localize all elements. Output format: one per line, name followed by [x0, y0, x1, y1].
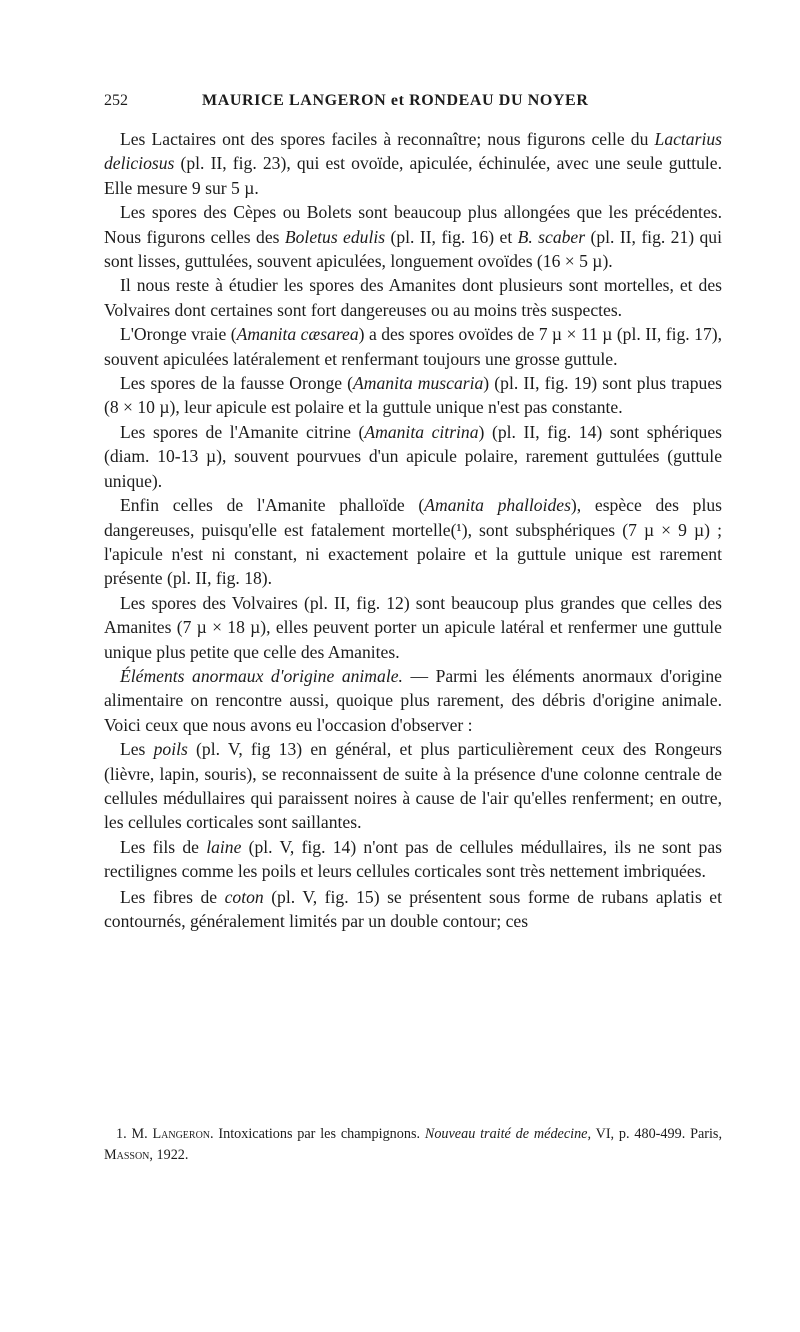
running-title: MAURICE LANGERON et RONDEAU DU NOYER	[202, 92, 589, 109]
term: laine	[206, 836, 242, 857]
term: coton	[224, 886, 264, 907]
term: poils	[153, 739, 188, 760]
text-run: Il nous reste à étudier les spores des Amanites dont plusieurs sont mortelles, et des Volvaires dont certaines sont fort dangereuses ou au moins très suspectes.	[104, 275, 722, 320]
species-name: Boletus edulis	[284, 226, 386, 247]
text-run: Les fils de	[120, 836, 207, 857]
text-run: ) (pl. II, fig. 19) sont plus trapues (8 × 10 µ), leur apicule est polaire et la guttule unique n'est pas constante.	[104, 373, 722, 418]
text-run: (pl. II, fig. 16) et	[385, 226, 518, 247]
species-name: Amanita phalloides	[424, 495, 571, 516]
text-run: Enfin celles de l'Amanite phalloïde (	[120, 495, 425, 516]
species-name: B. scaber	[517, 226, 586, 247]
text-run: — Parmi les éléments anormaux d'origine alimentaire on rencontre aussi, quoique plus rarement, des débris d'origine animale. Voici ceux que nous avons eu l'occasion d'observer :	[104, 665, 722, 735]
footnote-marker: 1.	[116, 1126, 127, 1142]
paragraph-amanite-citrine	[104, 420, 722, 493]
text-run: (pl. II, fig. 21) qui sont lisses, guttulées, souvent apiculées, longuement ovoïdes (16 × 5 µ).	[104, 226, 722, 272]
text-run: Les spores de l'Amanite citrine (	[120, 421, 365, 442]
paragraph-laine	[104, 835, 722, 884]
paragraph-coton	[104, 885, 722, 934]
text-run: (pl. II, fig. 23), qui est ovoïde, apiculée, échinulée, avec une seule guttule. Elle mesure 9 sur 5 µ.	[104, 153, 722, 198]
text-run: (pl. V, fig 13) en général, et plus particulièrement ceux des Rongeurs (lièvre, lapin, souris), se reconnaissent de suite à la présence d'une colonne centrale de cellules médullaires qui paraissent noires à cause de l'air qu'elles renferment; en outre, les cellules corticales sont saillantes.	[104, 739, 722, 833]
paragraph-amanites	[104, 273, 722, 322]
text-run: Les spores des Volvaires (pl. II, fig. 12) sont beaucoup plus grandes que celles des Amanites (7 µ × 18 µ), elles peuvent porter un apicule latéral et renfermer une guttule unique plus petite que celle des Amanites.	[104, 592, 722, 662]
paragraph-elements-anormaux	[104, 664, 722, 737]
running-header	[104, 92, 714, 116]
species-name: Amanita citrina	[364, 421, 479, 442]
text-run: Intoxications par les champignons.	[213, 1126, 425, 1142]
footnote-author: M. Langeron.	[131, 1126, 214, 1142]
paragraph-poils	[104, 737, 722, 835]
text-run: L'Oronge vraie (	[120, 324, 237, 345]
paragraph-lactaires	[104, 127, 722, 200]
text-run: Les spores des Cèpes ou Bolets sont beaucoup plus allongées que les précédentes. Nous figurons celles des	[104, 202, 722, 247]
text-run: Les	[120, 739, 154, 760]
paragraph-amanite-phalloide	[104, 493, 722, 591]
paragraph-fausse-oronge	[104, 371, 722, 420]
text-run: ) a des spores ovoïdes de 7 µ × 11 µ (pl. II, fig. 17), souvent apiculées latéralement et renfermant toujours une grosse guttule.	[104, 324, 722, 369]
text-run: Les Lactaires ont des spores faciles à reconnaître; nous figurons celle du	[120, 129, 655, 149]
body-text	[104, 127, 722, 933]
text-run: VI, p. 480-499. Paris,	[591, 1126, 722, 1142]
footnote-work: Nouveau traité de médecine,	[424, 1126, 592, 1142]
footnote	[104, 1124, 722, 1166]
species-name: Amanita cæsarea	[236, 324, 359, 345]
footnote-publisher: Masson,	[104, 1147, 153, 1163]
text-run: ) (pl. II, fig. 14) sont sphériques (diam. 10-13 µ), souvent pourvues d'un apicule polaire, rarement guttulées (guttule unique).	[104, 421, 722, 491]
section-heading: Éléments anormaux d'origine animale.	[120, 665, 403, 686]
text-run: Les fibres de	[120, 886, 225, 907]
species-name: Amanita muscaria	[353, 373, 484, 394]
paragraph-bolets	[104, 200, 722, 273]
text-run: Les spores de la fausse Oronge (	[120, 373, 354, 394]
page-number: 252	[104, 92, 128, 109]
text-run: (pl. V, fig. 15) se présentent sous forme de rubans aplatis et contournés, généralement limités par un double contour; ces	[104, 886, 722, 931]
text-run: ), espèce des plus dangereuses, puisqu'elle est fatalement mortelle(¹), sont subsphériques (7 µ × 9 µ) ; l'apicule n'est ni constant, ni exactement polaire et la guttule unique est rarement présente (pl. II, fig. 18).	[104, 495, 722, 589]
text-run: (pl. V, fig. 14) n'ont pas de cellules médullaires, ils ne sont pas rectilignes comme les poils et leurs cellules corticales sont très nettement imbriquées.	[104, 836, 723, 882]
paragraph-oronge-vraie	[104, 322, 722, 371]
text-run: 1922.	[152, 1147, 189, 1163]
species-name: Lactarius deliciosus	[104, 129, 722, 174]
paragraph-volvaires	[104, 591, 722, 664]
